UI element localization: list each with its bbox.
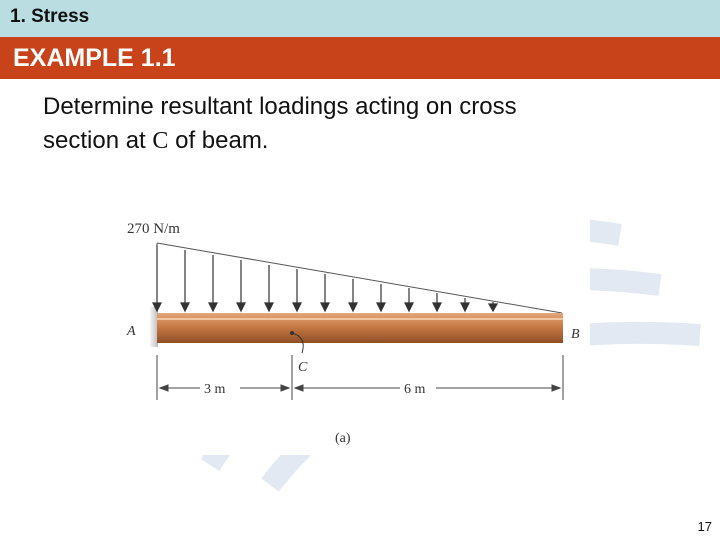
load-intensity-label: 270 N/m <box>127 221 180 237</box>
beam <box>157 313 563 343</box>
figure-caption: (a) <box>335 431 351 446</box>
title-bar <box>0 37 720 79</box>
beam-figure <box>122 215 590 455</box>
dimension-right-label: 6 m <box>404 382 426 397</box>
statement-line-1: Determine resultant loadings acting on cross <box>43 93 517 120</box>
support-b-label: B <box>571 327 580 342</box>
chapter-title: 1. Stress <box>10 6 90 27</box>
problem-statement <box>43 90 643 158</box>
chapter-header-band <box>0 0 720 37</box>
wall-support <box>150 307 158 347</box>
load-arrows <box>153 245 497 311</box>
support-a-label: A <box>127 324 136 339</box>
page-number: 17 <box>697 519 712 534</box>
section-variable: C <box>152 128 169 154</box>
section-c-point <box>290 331 294 335</box>
beam-diagram <box>122 215 590 455</box>
dimension-left-label: 3 m <box>204 382 226 397</box>
slide-title: EXAMPLE 1.1 <box>13 44 176 72</box>
statement-text: section at <box>43 127 153 154</box>
statement-text-end: of beam. <box>168 127 269 154</box>
statement-line-2 <box>43 124 643 158</box>
section-c-label: C <box>298 360 308 375</box>
